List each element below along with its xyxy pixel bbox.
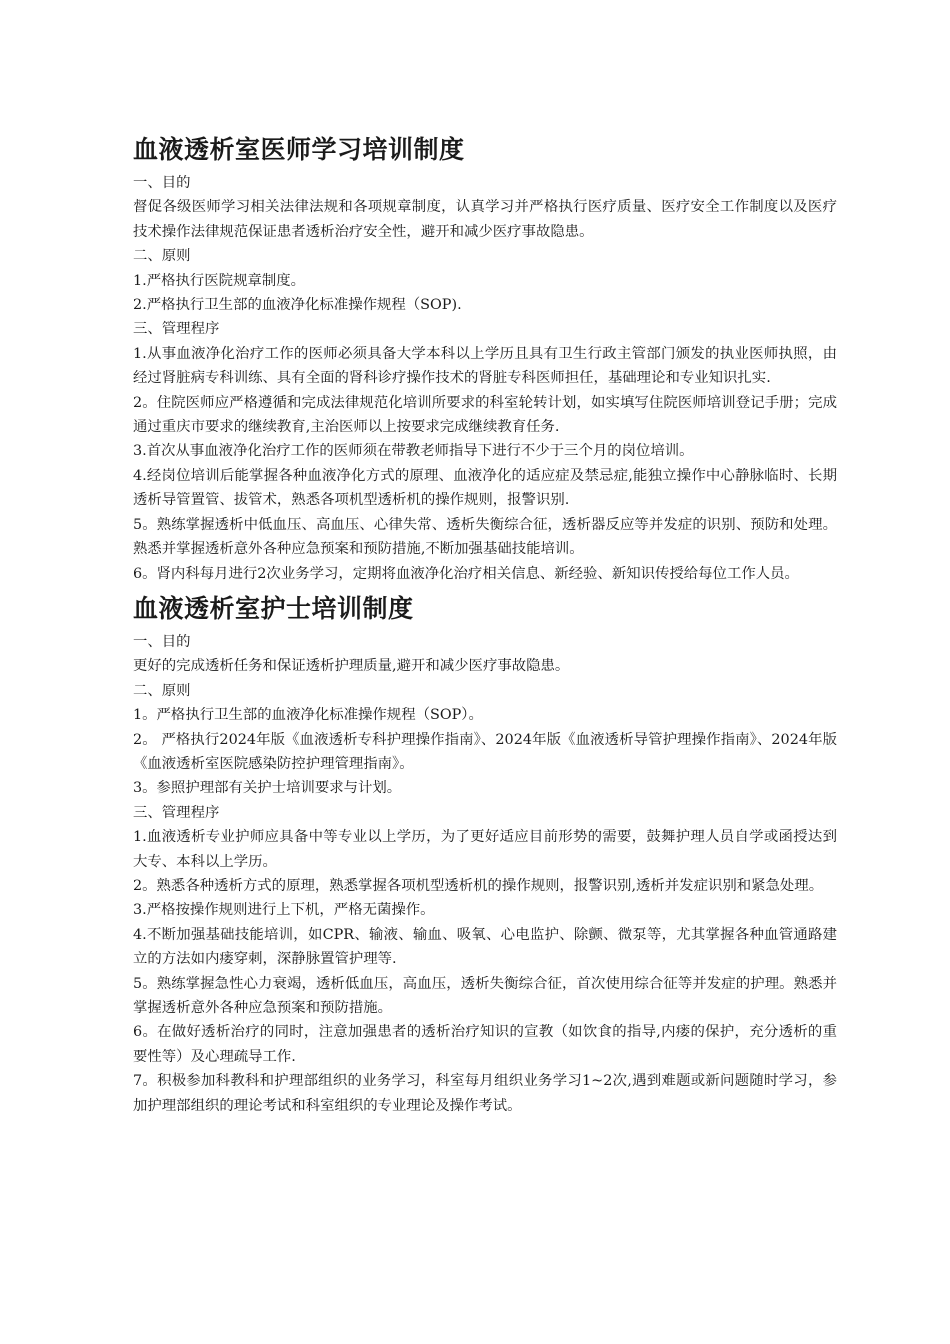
procedure-heading: 三、管理程序 [133,804,220,821]
purpose-heading: 一、目的 [133,633,191,650]
purpose-heading: 一、目的 [133,175,191,191]
nurse-training-title: 血液透析室护士培训制度 [133,593,414,623]
procedure-item: 5。熟练掌握透析中低血压、高血压、心律失常、透析失衡综合征，透析器反应等并发症的识别、预防和处理。熟悉并掌握透析意外各种应急预案和预防措施,不断加强基础技能培训。 [133,516,837,558]
procedure-item: 4.经岗位培训后能掌握各种血液净化方式的原理、血液净化的适应症及禁忌症,能独立操作中心静脉临时、长期透析导管置管、拔管术，熟悉各项机型透析机的操作规则，报警识别. [133,467,837,509]
procedure-item: 4.不断加强基础技能培训，如CPR、输液、输血、吸氧、心电监护、除颤、微泵等，尤其掌握各种血管通路建立的方法如内瘘穿刺，深静脉置管护理等. [133,926,837,968]
principle-item: 2。 严格执行2024年版《血液透析专科护理操作指南》、2024年版《血液透析导管护理操作指南》、2024年版《血液透析室医院感染防控护理管理指南》。 [133,731,837,772]
procedure-item: 6。肾内科每月进行2次业务学习，定期将血液净化治疗相关信息、新经验、新知识传授给每位工作人员。 [133,565,799,582]
procedure-item: 1.从事血液净化治疗工作的医师必须具备大学本科以上学历且具有卫生行政主管部门颁发的执业医师执照，由经过肾脏病专科训练、具有全面的肾科诊疗操作技术的肾脏专科医师担任，基础理论和专业知识扎实. [133,345,837,387]
procedure-item: 7。积极参加科教科和护理部组织的业务学习，科室每月组织业务学习1~2次,遇到难题或新问题随时学习，参加护理部组织的理论考试和科室组织的专业理论及操作考试。 [133,1073,837,1114]
procedure-item: 5。熟练掌握急性心力衰竭，透析低血压，高血压，透析失衡综合征，首次使用综合征等并发症的护理。熟悉并掌握透析意外各种应急预案和预防措施。 [133,975,837,1016]
purpose-text: 更好的完成透析任务和保证透析护理质量,避开和减少医疗事故隐患。 [133,658,570,675]
procedure-heading: 三、管理程序 [133,321,220,338]
principle-item: 2.严格执行卫生部的血液净化标准操作规程（SOP). [133,297,462,314]
principle-item: 3。参照护理部有关护士培训要求与计划。 [133,780,402,797]
nurse-training-section [133,592,837,1118]
doctor-training-title: 血液透析室医师学习培训制度 [133,135,465,164]
procedure-item: 1.血液透析专业护师应具备中等专业以上学历，为了更好适应目前形势的需要，鼓舞护理人员自学或函授达到大专、本科以上学历。 [133,829,837,870]
procedure-item: 2。住院医师应严格遵循和完成法律规范化培训所要求的科室轮转计划，如实填写住院医师培训登记手册；完成通过重庆市要求的继续教育,主治医师以上按要求完成继续教育任务. [133,394,837,436]
document-page [133,133,837,1124]
principle-item: 1。严格执行卫生部的血液净化标准操作规程（SOP）。 [133,707,483,724]
principle-item: 1.严格执行医院规章制度。 [133,272,306,289]
procedure-item: 3.严格按操作规则进行上下机，严格无菌操作。 [133,902,435,919]
doctor-training-section [133,133,837,586]
principle-heading: 二、原则 [133,248,191,265]
procedure-item: 2。熟悉各种透析方式的原理，熟悉掌握各项机型透析机的操作规则，报警识别,透析并发症识别和紧急处理。 [133,877,824,894]
procedure-item: 6。在做好透析治疗的同时，注意加强患者的透析治疗知识的宣教（如饮食的指导,内瘘的保护，充分透析的重要性等）及心理疏导工作. [133,1024,837,1065]
principle-heading: 二、原则 [133,682,191,699]
procedure-item: 3.首次从事血液净化治疗工作的医师须在带教老师指导下进行不少于三个月的岗位培训。 [133,443,694,460]
purpose-text: 督促各级医师学习相关法律法规和各项规章制度，认真学习并严格执行医疗质量、医疗安全工作制度以及医疗技术操作法律规范保证患者透析治疗安全性，避开和减少医疗事故隐患。 [133,199,837,240]
